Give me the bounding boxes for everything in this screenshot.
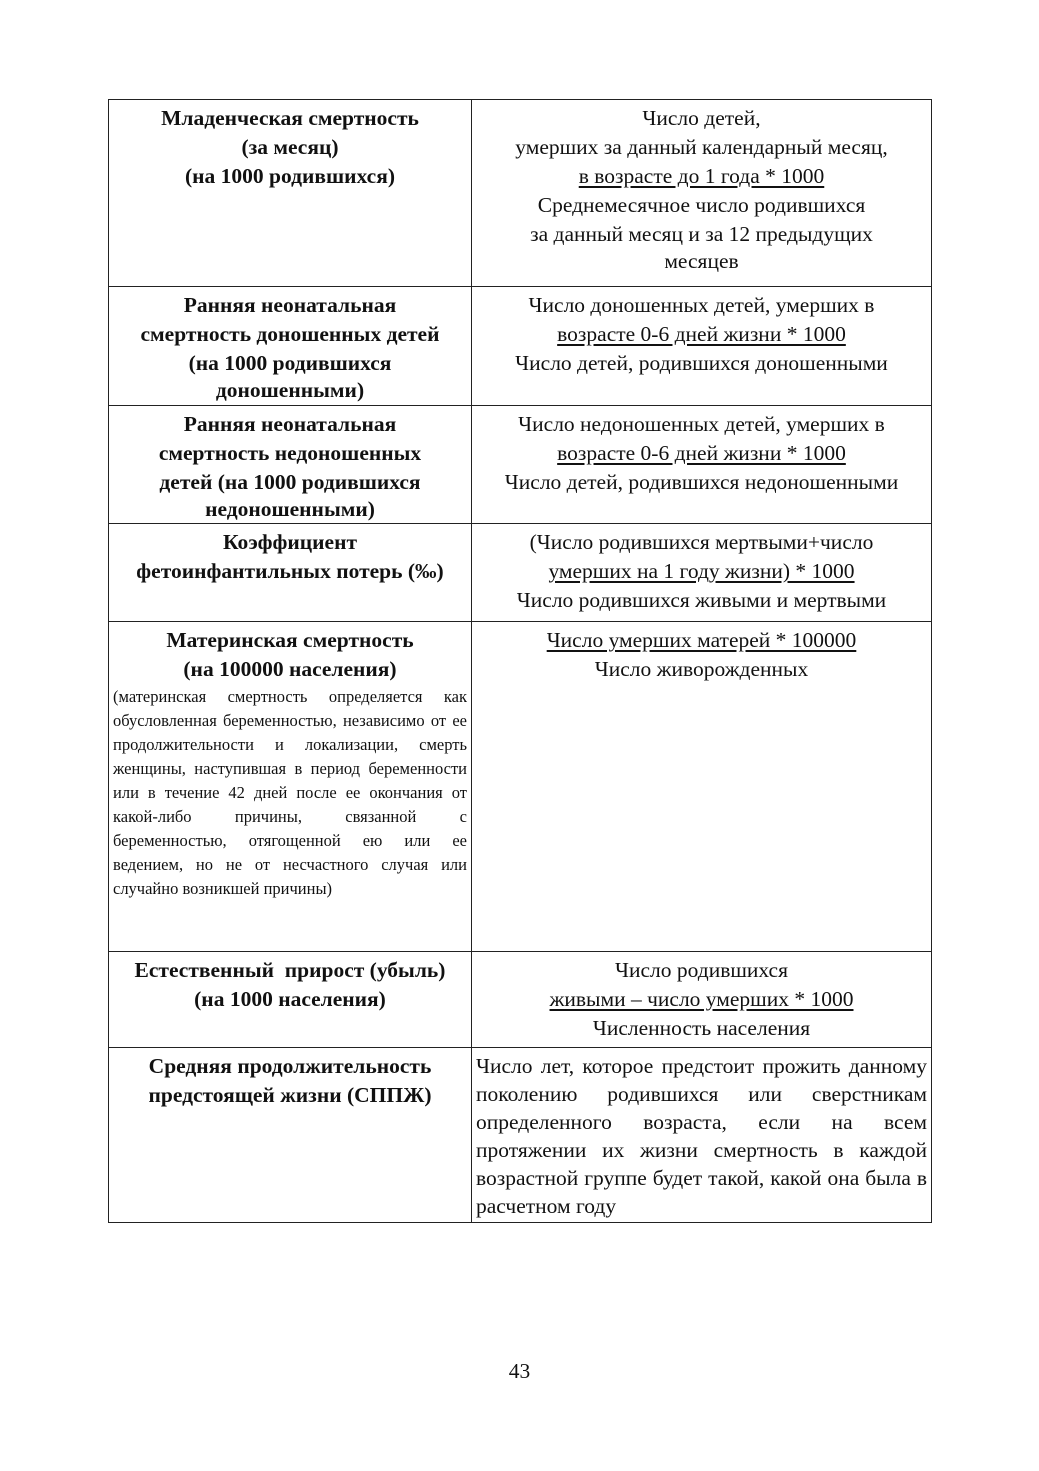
indicator-note: (материнская смертность определяется как обусловленная беременностью, независимо от ее продолжительности и локализации, смерть женщины, наступившая в период беременности или в течение 42 дней после ее окончания от какой-либо причины, связанной с беременностью, отягощенной ею или ее ведением, но не от несчастного случая или случайно возникшей причины) [113,687,467,898]
table-row [109,952,932,1048]
formula-numerator-line: живыми – число умерших * 1000 [549,987,854,1011]
formula-numerator-line: Число недоношенных детей, умерших в [518,412,885,436]
table-row [109,1048,932,1223]
formula-denominator-line: Число живорожденных [594,657,809,681]
formula-line: Число детей, [642,106,761,130]
formula-denominator-line: за данный месяц и за 12 предыдущих [530,222,873,246]
formula-numerator-line: (Число родившихся мертвыми+число [529,530,874,554]
indicator-name-line: Коэффициент [222,530,358,554]
indicator-name [109,524,472,622]
indicator-name [109,287,472,406]
table-row [109,622,932,952]
indicator-name-line: доношенными) [215,378,365,402]
formula-numerator-line: Число доношенных детей, умерших в [528,293,875,317]
indicator-name-line: (на 1000 родившихся) [184,164,395,188]
formula-numerator-line: в возрасте до 1 года * 1000 [578,164,825,188]
indicator-name-line: предстоящей жизни (СППЖ) [148,1083,432,1107]
formula-denominator-line: Численность населения [592,1016,811,1040]
formula-numerator-line: Число умерших матерей * 100000 [546,628,857,652]
indicator-name-line: недоношенными) [205,497,375,521]
indicator-formula [472,524,932,622]
formula-denominator-line: месяцев [664,249,739,273]
indicator-name-line: Младенческая смертность [161,106,419,130]
indicator-name-line: смертность недоношенных [158,441,422,465]
indicator-name-line: Ранняя неонатальная [183,412,397,436]
formula-denominator-line: Среднемесячное число родившихся [537,193,866,217]
indicator-name-line: (на 1000 родившихся [188,351,392,375]
indicator-name-line: Материнская смертность [166,628,414,652]
indicator-name-line: смертность доношенных детей [140,322,440,346]
indicator-name [109,622,472,952]
indicator-formula [472,100,932,287]
indicator-name [109,952,472,1048]
indicator-name-line: (на 1000 населения) [194,987,386,1011]
table-row [109,287,932,406]
indicator-name-line: детей (на 1000 родившихся [159,470,421,494]
formula-line: умерших за данный календарный месяц, [515,135,888,159]
indicator-name-line: (за месяц) [241,135,339,159]
indicator-name-line: Естественный прирост (убыль) [134,958,446,982]
indicator-name [109,100,472,287]
formula-numerator-line: умерших на 1 году жизни) * 1000 [548,559,855,583]
indicator-name [109,406,472,524]
formula-denominator-line: Число детей, родившихся недоношенными [504,470,899,494]
formula-numerator-line: возрасте 0-6 дней жизни * 1000 [557,441,846,465]
indicator-formula [472,287,932,406]
indicator-formula [472,406,932,524]
formula-denominator-line: Число родившихся живыми и мертвыми [516,588,887,612]
indicator-name-line: Ранняя неонатальная [183,293,397,317]
indicator-formula [472,622,932,952]
indicators-table [108,99,932,1223]
formula-denominator-line: Число детей, родившихся доношенными [515,351,888,375]
indicator-name-line: Средняя продолжительность [148,1054,432,1078]
page-number: 43 [508,1359,531,1383]
formula-numerator-line: возрасте 0-6 дней жизни * 1000 [557,322,846,346]
table-row [109,100,932,287]
indicator-name-line: (на 100000 населения) [183,657,397,681]
indicator-formula [472,1048,932,1223]
table-row [109,406,932,524]
indicator-description: Число лет, которое предстоит прожить данному поколению родившихся или сверстникам определенного возраста, если на всем протяжении их жизни смертность в каждой возрастной группе будет такой, какой она была в расчетном году [476,1054,927,1218]
indicator-name-line: фетоинфантильных потерь (‰) [136,559,444,583]
table-row [109,524,932,622]
indicator-name [109,1048,472,1223]
indicator-formula [472,952,932,1048]
formula-numerator-line: Число родившихся [615,958,788,982]
